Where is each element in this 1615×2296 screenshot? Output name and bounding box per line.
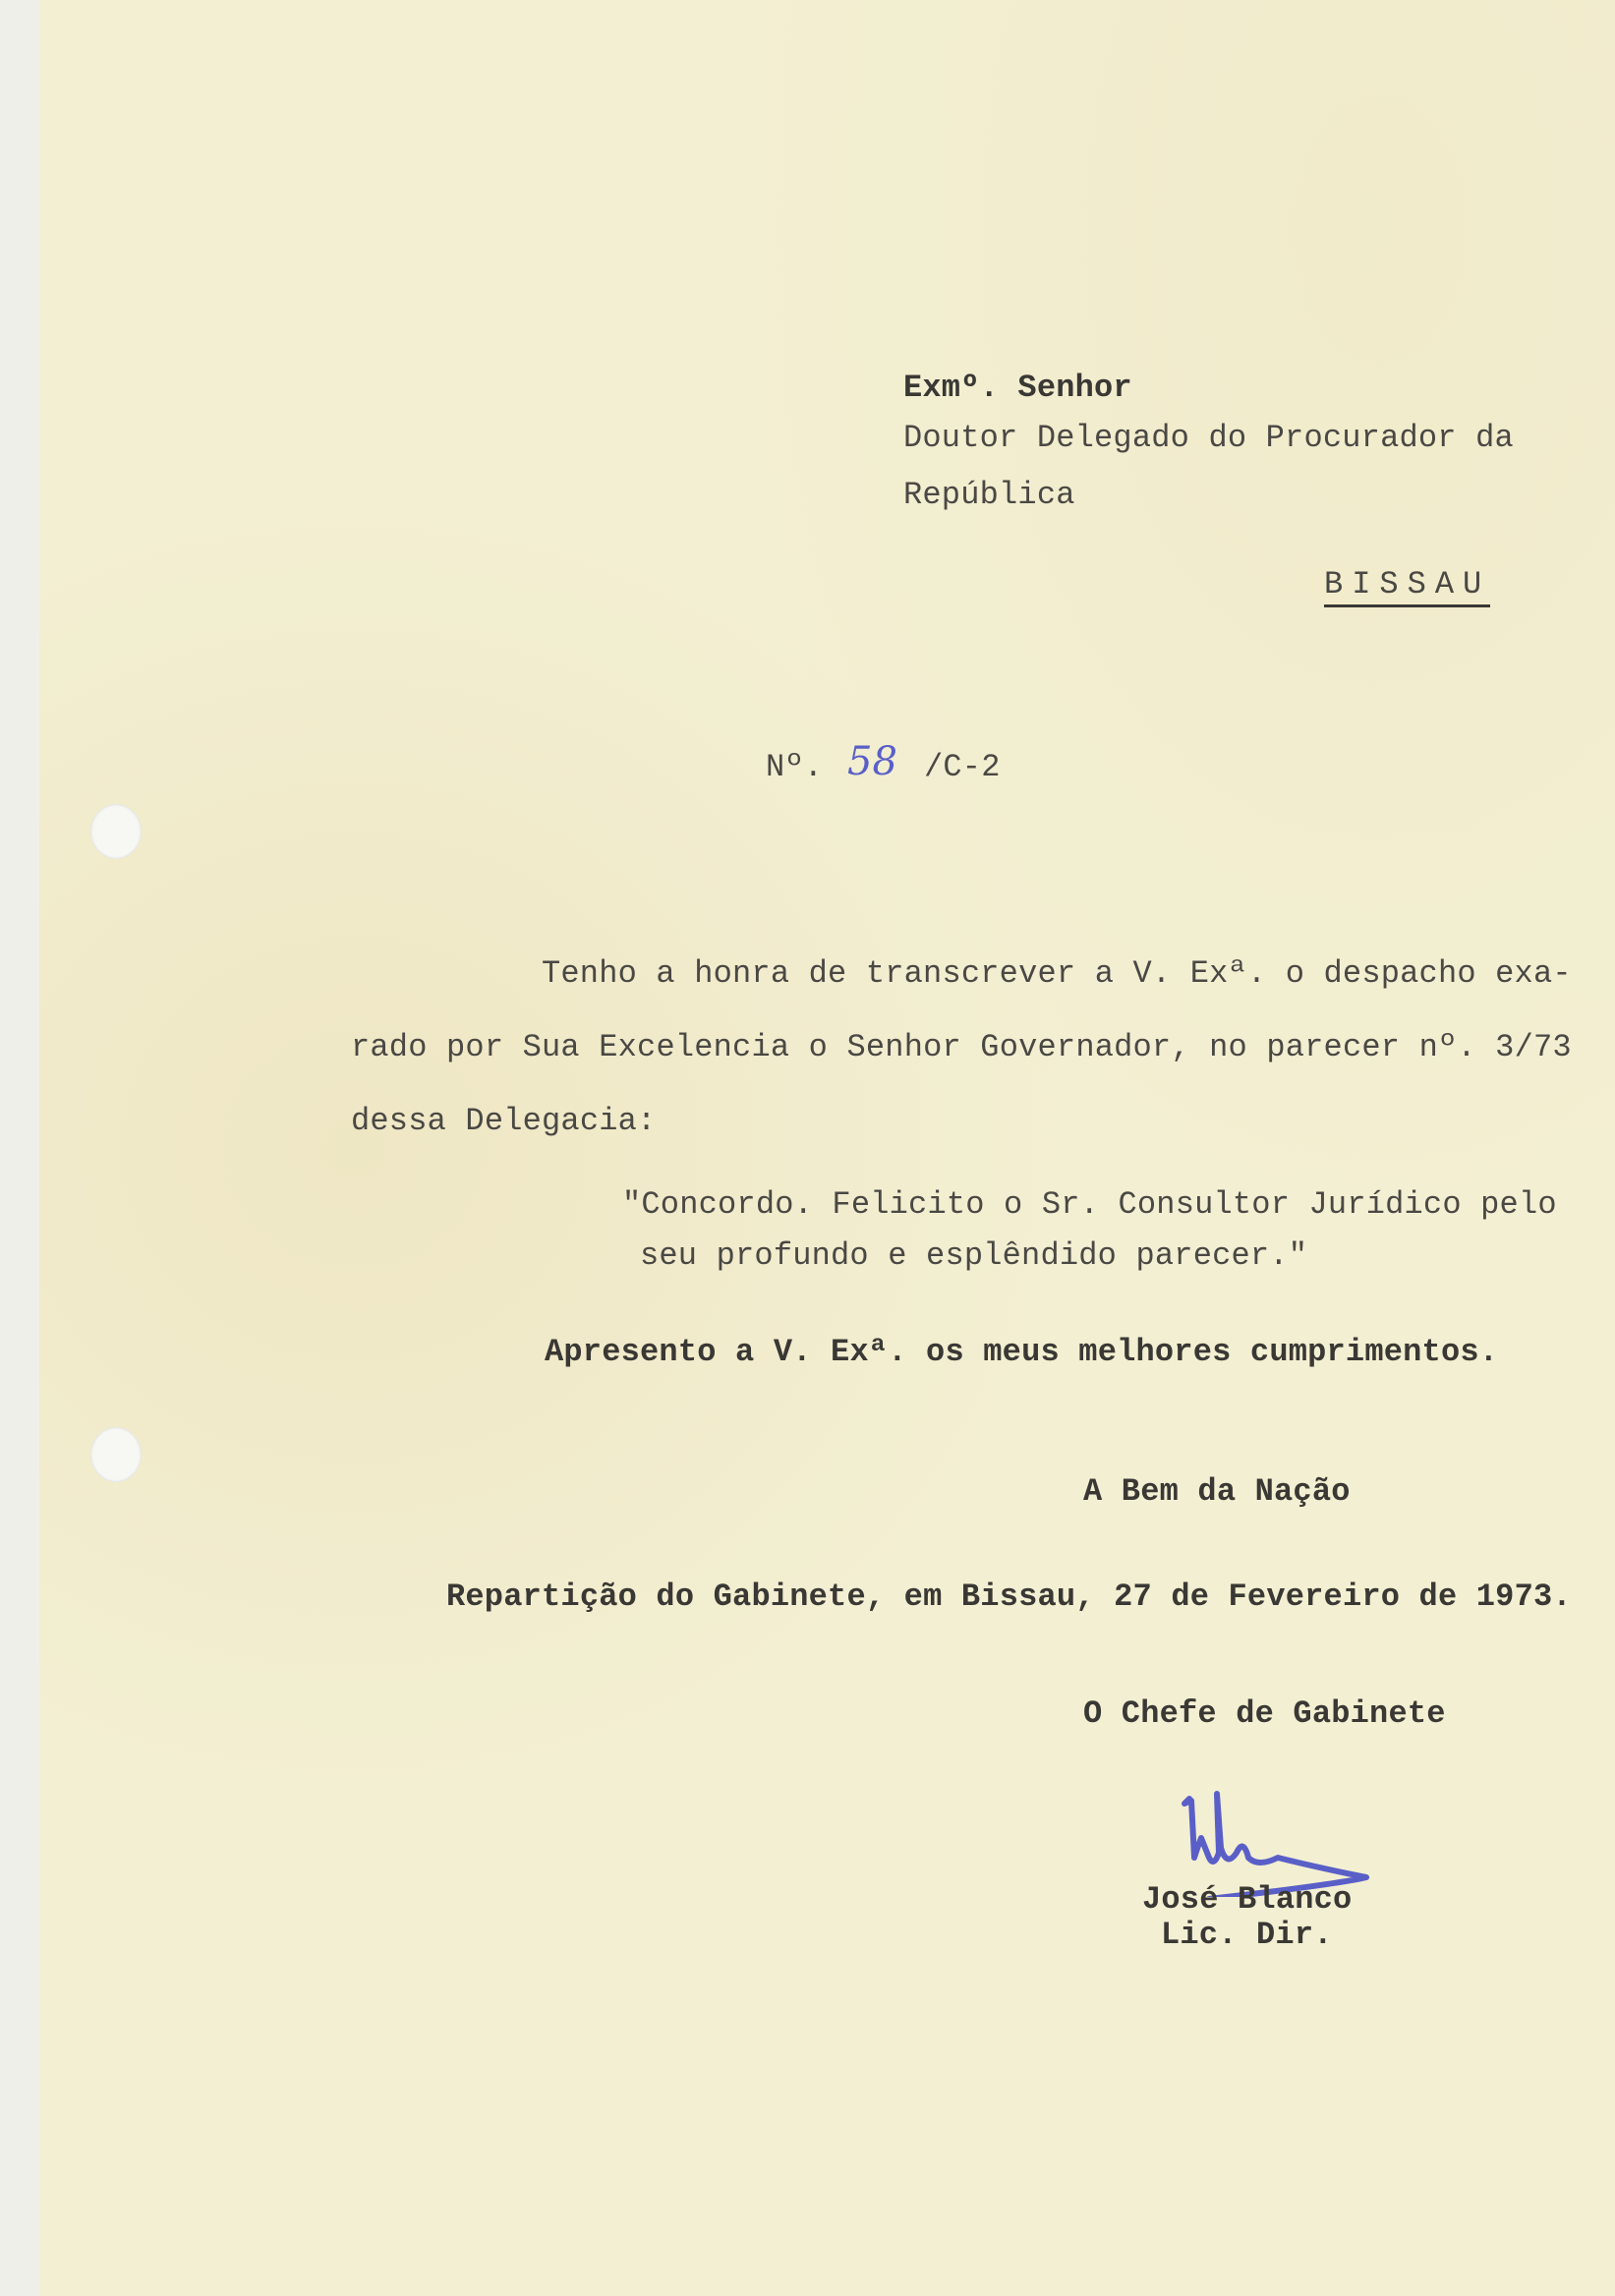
punch-hole	[90, 804, 142, 859]
reference-number-handwritten: 58	[847, 739, 897, 784]
letter-page	[39, 0, 1615, 2296]
recipient-salutation: Exmº. Senhor	[903, 370, 1132, 406]
signature-icon	[1150, 1759, 1376, 1897]
salutation: A Bem da Nação	[1083, 1473, 1351, 1510]
recipient-title-cont: República	[903, 477, 1075, 513]
reference-suffix: /C-2	[924, 749, 1001, 785]
place-date: Repartição do Gabinete, em Bissau, 27 de Fevereiro de 1973.	[446, 1578, 1572, 1615]
recipient-title: Doutor Delegado do Procurador da	[903, 420, 1514, 456]
scan-edge	[0, 0, 39, 2296]
quote-line: seu profundo e esplêndido parecer."	[640, 1237, 1308, 1274]
punch-hole	[90, 1427, 142, 1482]
signatory-name: José Blanco	[1142, 1881, 1353, 1918]
recipient-city: BISSAU	[1324, 566, 1490, 607]
body-line: dessa Delegacia:	[351, 1103, 657, 1139]
body-line: rado por Sua Excelencia o Senhor Governador, no parecer nº. 3/73	[351, 1029, 1572, 1065]
closing-line: Apresento a V. Exª. os meus melhores cumprimentos.	[545, 1334, 1499, 1370]
quote-line: "Concordo. Felicito o Sr. Consultor Jurídico pelo	[622, 1186, 1557, 1223]
signatory-title: O Chefe de Gabinete	[1083, 1695, 1446, 1732]
body-line: Tenho a honra de transcrever a V. Exª. o despacho exa-	[542, 955, 1572, 992]
reference-prefix: Nº.	[766, 749, 824, 785]
signatory-degree: Lic. Dir.	[1161, 1917, 1333, 1953]
